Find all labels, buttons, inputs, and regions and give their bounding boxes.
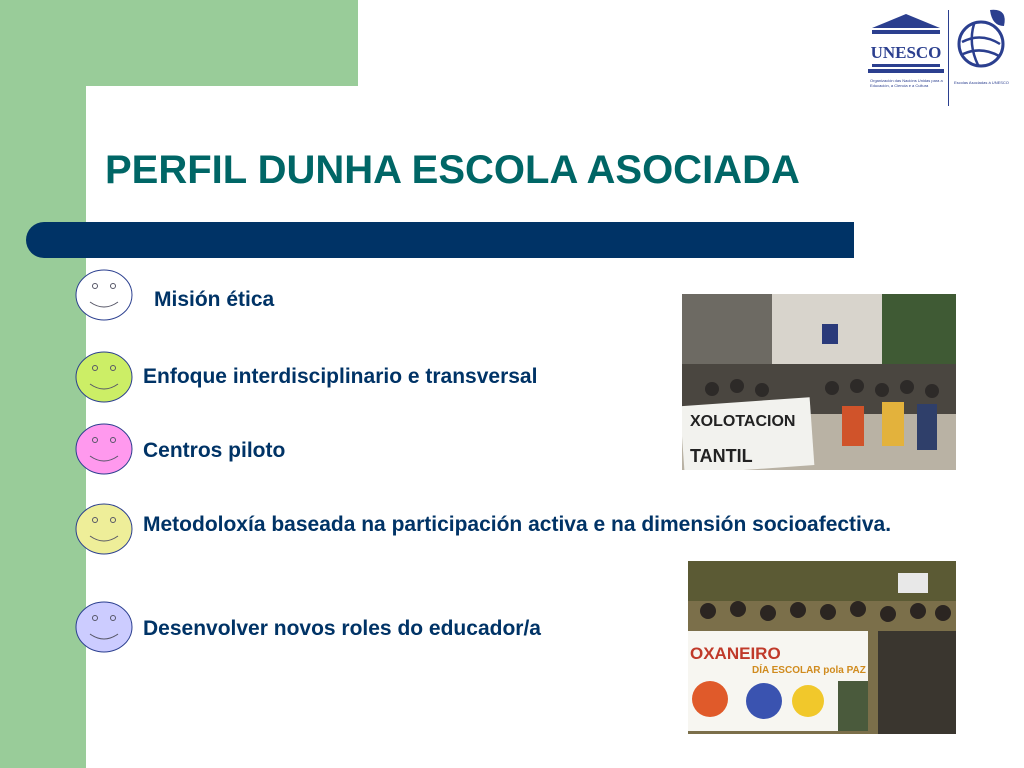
- list-item-centros-piloto: Centros piloto: [143, 439, 286, 462]
- smiley-bullet-icon: [74, 422, 134, 476]
- smiley-bullet-icon: [74, 600, 134, 654]
- march-photo-2: [688, 561, 956, 734]
- slide-title: PERFIL DUNHA ESCOLA ASOCIADA: [105, 148, 800, 192]
- smiley-bullet-icon: [74, 268, 134, 322]
- svg-text:TANTIL: TANTIL: [690, 446, 753, 466]
- unesco-wordmark: UNESCO: [870, 43, 942, 62]
- globe-leaf-icon: [959, 10, 1005, 66]
- list-item-desenvolver: Desenvolver novos roles do educador/a: [143, 617, 541, 640]
- banner-line: DÍA ESCOLAR pola PAZ: [752, 665, 866, 676]
- unesco-logo: [862, 2, 1024, 114]
- smiley-bullet-icon: [74, 502, 134, 556]
- banner-word: OXANEIRO: [690, 644, 781, 663]
- list-item-metodoloxia: Metodoloxía baseada na participación activa e na dimensión socioafectiva.: [143, 513, 892, 536]
- svg-text:XOLOTACION: XOLOTACION: [690, 413, 796, 430]
- march-photo-1: [682, 294, 956, 470]
- unesco-caption: Organización das Nacións Unidas para a Educación, a Ciencia e a Cultura: [870, 78, 943, 88]
- title-underline-bar: [26, 222, 854, 258]
- list-item-enfoque: Enfoque interdisciplinario e transversal: [143, 365, 538, 388]
- list-item-mision-etica: Misión ética: [154, 288, 275, 311]
- smiley-bullet-icon: [74, 350, 134, 404]
- associated-schools-caption: Escolas Asociadas á UNESCO: [954, 80, 1009, 85]
- green-top-band: [86, 0, 358, 86]
